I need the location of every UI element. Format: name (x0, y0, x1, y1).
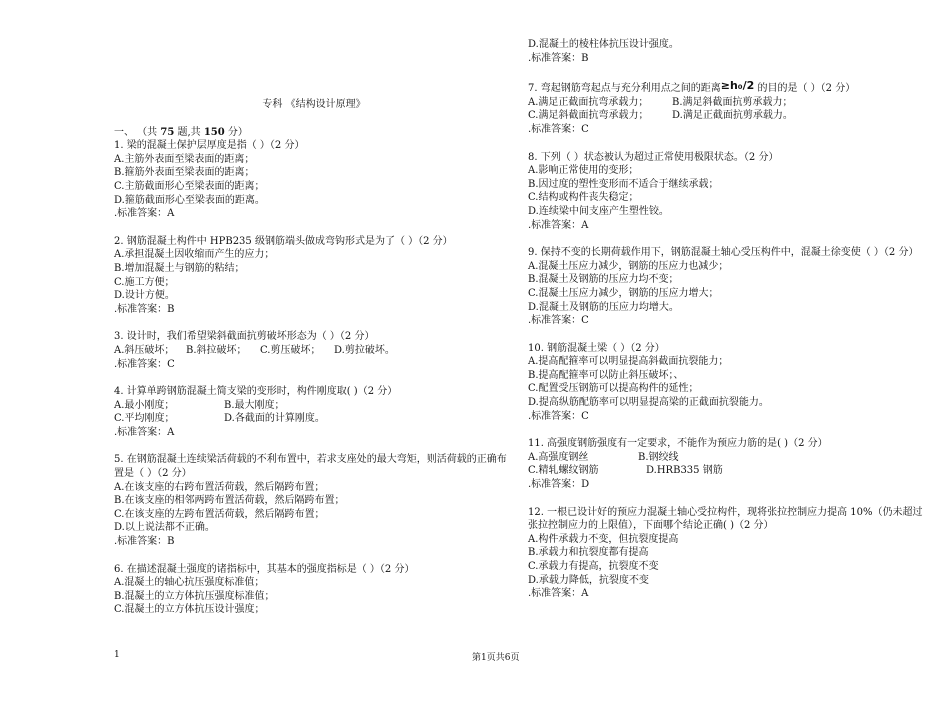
option-b: B.在该支座的相邻两跨布置活荷载，然后隔跨布置； (114, 495, 345, 507)
options-row (114, 412, 514, 426)
standard-answer: .标准答案：A (114, 426, 175, 438)
section-heading: 一、 （共 75 题,共 150 分） (114, 126, 248, 138)
document-title: 专科 《结构设计原理》 (262, 99, 366, 110)
option-c: C.配置受压钢筋可以提高构件的延性； (528, 383, 699, 395)
formula: ≥h₀/2 (720, 79, 755, 93)
question-8 (528, 151, 928, 233)
option-b: B.满足斜截面抗剪承载力； (672, 96, 793, 108)
option-c: C.承载力有提高，抗裂度不变 (528, 561, 659, 572)
option-b: B.因过度的塑性变形而不适合于继续承载； (528, 178, 719, 190)
option-c: C.混凝土的立方体抗压设计强度； (114, 604, 265, 616)
option-d: D.混凝土及钢筋的压应力均增大。 (528, 301, 679, 313)
option-d: D.HRB335 钢筋 (646, 465, 723, 477)
option-b: B.混凝土的立方体抗压强度标准值； (114, 590, 275, 602)
question-stem: 2. 钢筋混凝土构件中 HPB235 级钢筋端头做成弯钩形式是为了（ ）（2 分） (114, 235, 453, 247)
question-stem: 6. 在描述混凝土强度的诸指标中，其基本的强度指标是（ ）（2 分） (114, 563, 415, 575)
option-c: C.施工方便； (114, 276, 175, 288)
question-2 (114, 235, 514, 317)
option-b: B.最大刚度； (224, 399, 285, 411)
option-c: C.平均刚度； (114, 413, 175, 425)
option-b: B.混凝土及钢筋的压应力均不变； (528, 274, 679, 286)
option-c: C.剪压破坏； (260, 344, 321, 356)
options-row (114, 344, 514, 358)
standard-answer: .标准答案：B (528, 52, 589, 64)
option-b: B.提高配箍率可以防止斜压破坏；、 (528, 369, 684, 381)
page-number: 1 (114, 650, 120, 660)
option-d: D.混凝土的棱柱体抗压设计强度。 (528, 39, 679, 50)
question-stem: 1. 梁的混凝土保护层厚度是指（ ）（2 分） (114, 140, 305, 152)
question-3 (114, 330, 514, 371)
option-a: A.影响正常使用的变形； (528, 165, 639, 177)
standard-answer: .标准答案：A (528, 219, 589, 231)
option-c: C.在该支座的左跨布置活荷载，然后隔跨布置； (114, 508, 325, 520)
option-b: B.增加混凝土与钢筋的粘结； (114, 262, 245, 274)
option-c: C.结构或构件丧失稳定； (528, 192, 639, 204)
question-4 (114, 385, 514, 439)
question-stem: 10. 钢筋混凝土梁（ ）（2 分） (528, 342, 665, 354)
standard-answer: .标准答案：C (528, 410, 589, 422)
question-stem: 3. 设计时，我们希望梁斜截面抗剪破坏形态为（ ）（2 分） (114, 331, 375, 343)
option-a: A.斜压破坏； (114, 344, 175, 356)
question-stem: 9. 保持不变的长期荷载作用下，钢筋混凝土轴心受压构件中，混凝土徐变使（ ）（2 分） (528, 247, 919, 259)
option-d: D.以上说法都不正确。 (114, 522, 215, 534)
option-c: C.满足斜截面抗弯承载力； (528, 110, 649, 122)
right-column (528, 38, 928, 615)
question-stem: 8. 下列（ ）状态被认为超过正常使用极限状态。（2 分） (528, 151, 779, 163)
option-a: A.混凝土的轴心抗压强度标准值； (114, 577, 265, 589)
option-b: B.钢绞线 (638, 451, 679, 463)
option-b: B.承载力和抗裂度都有提高 (528, 547, 649, 559)
standard-answer: .标准答案：D (528, 479, 590, 491)
options-row (528, 96, 928, 110)
option-a: A.主筋外表面至梁表面的距离； (114, 153, 255, 165)
question-5 (114, 453, 514, 548)
option-a: A.满足正截面抗弯承载力； (528, 96, 649, 108)
option-b: B.箍筋外表面至梁表面的距离； (114, 167, 255, 179)
standard-answer: .标准答案：A (114, 208, 175, 220)
standard-answer: .标准答案：B (114, 303, 175, 315)
standard-answer: .标准答案：C (528, 315, 589, 327)
standard-answer: .标准答案：C (528, 123, 589, 135)
option-c: C.主筋截面形心至梁表面的距离； (114, 180, 265, 192)
option-d: D.提高纵筋配筋率可以明显提高梁的正截面抗裂能力。 (528, 397, 769, 409)
options-row (528, 451, 928, 465)
standard-answer: .标准答案：B (114, 536, 175, 548)
option-a: A.提高配箍率可以明显提高斜截面抗裂能力； (528, 356, 729, 368)
standard-answer: .标准答案：C (114, 358, 175, 370)
question-stem: 12. 一根已设计好的预应力混凝土轴心受拉构件，现将张拉控制应力提高 10%（仍未超过张拉控制应力的上限值），下面哪个结论正确( )（2 分） (528, 506, 923, 532)
option-a: A.最小刚度； (114, 399, 175, 411)
option-d: D.剪拉破坏。 (334, 344, 395, 356)
option-a: A.高强度钢丝 (528, 451, 589, 463)
question-7 (528, 79, 928, 136)
standard-answer: .标准答案：A (528, 588, 589, 600)
question-6 (114, 563, 514, 617)
option-d: D.箍筋截面形心至梁表面的距离。 (114, 194, 265, 206)
question-9 (528, 246, 928, 328)
option-d: D.承载力降低，抗裂度不变 (528, 574, 649, 586)
question-stem: 11. 高强度钢筋强度有一定要求，不能作为预应力筋的是( )（2 分） (528, 438, 828, 450)
question-stem: 5. 在钢筋混凝土连续梁活荷载的不利布置中，若求支座处的最大弯矩，则活荷载的正确布置是（ ）（2 分） (114, 454, 507, 480)
option-c: C.混凝土压应力减少，钢筋的压应力增大； (528, 287, 719, 299)
options-row (528, 464, 928, 478)
options-row (114, 399, 514, 413)
option-d: D.各截面的计算刚度。 (224, 413, 325, 425)
option-b: B.斜拉破坏； (186, 344, 247, 356)
option-a: A.构件承载力不变，但抗裂度提高 (528, 533, 679, 545)
question-12 (528, 506, 928, 601)
option-d: D.满足正截面抗剪承载力。 (672, 110, 793, 122)
question-stem: 7. 弯起钢筋弯起点与充分利用点之间的距离≥h₀/2 的目的是（ ）（2 分） (528, 79, 856, 95)
question-11 (528, 437, 928, 491)
question-stem: 4. 计算单跨钢筋混凝土简支梁的变形时，构件刚度取( )（2 分） (114, 386, 398, 398)
page-counter: 第1页共6页 (472, 653, 520, 663)
question-10 (528, 342, 928, 424)
option-a: A.混凝土压应力减少，钢筋的压应力也减少； (528, 260, 729, 272)
options-row (528, 109, 928, 123)
question-1 (114, 139, 514, 221)
option-c: C.精轧螺纹钢筋 (528, 465, 599, 477)
question-6-continued (528, 38, 928, 65)
option-a: A.在该支座的右跨布置活荷载，然后隔跨布置； (114, 481, 325, 493)
option-d: D.连续梁中间支座产生塑性铰。 (528, 205, 669, 217)
left-column (114, 0, 514, 631)
option-d: D.设计方便。 (114, 290, 175, 302)
option-a: A.承担混凝土因收缩而产生的应力； (114, 249, 275, 261)
